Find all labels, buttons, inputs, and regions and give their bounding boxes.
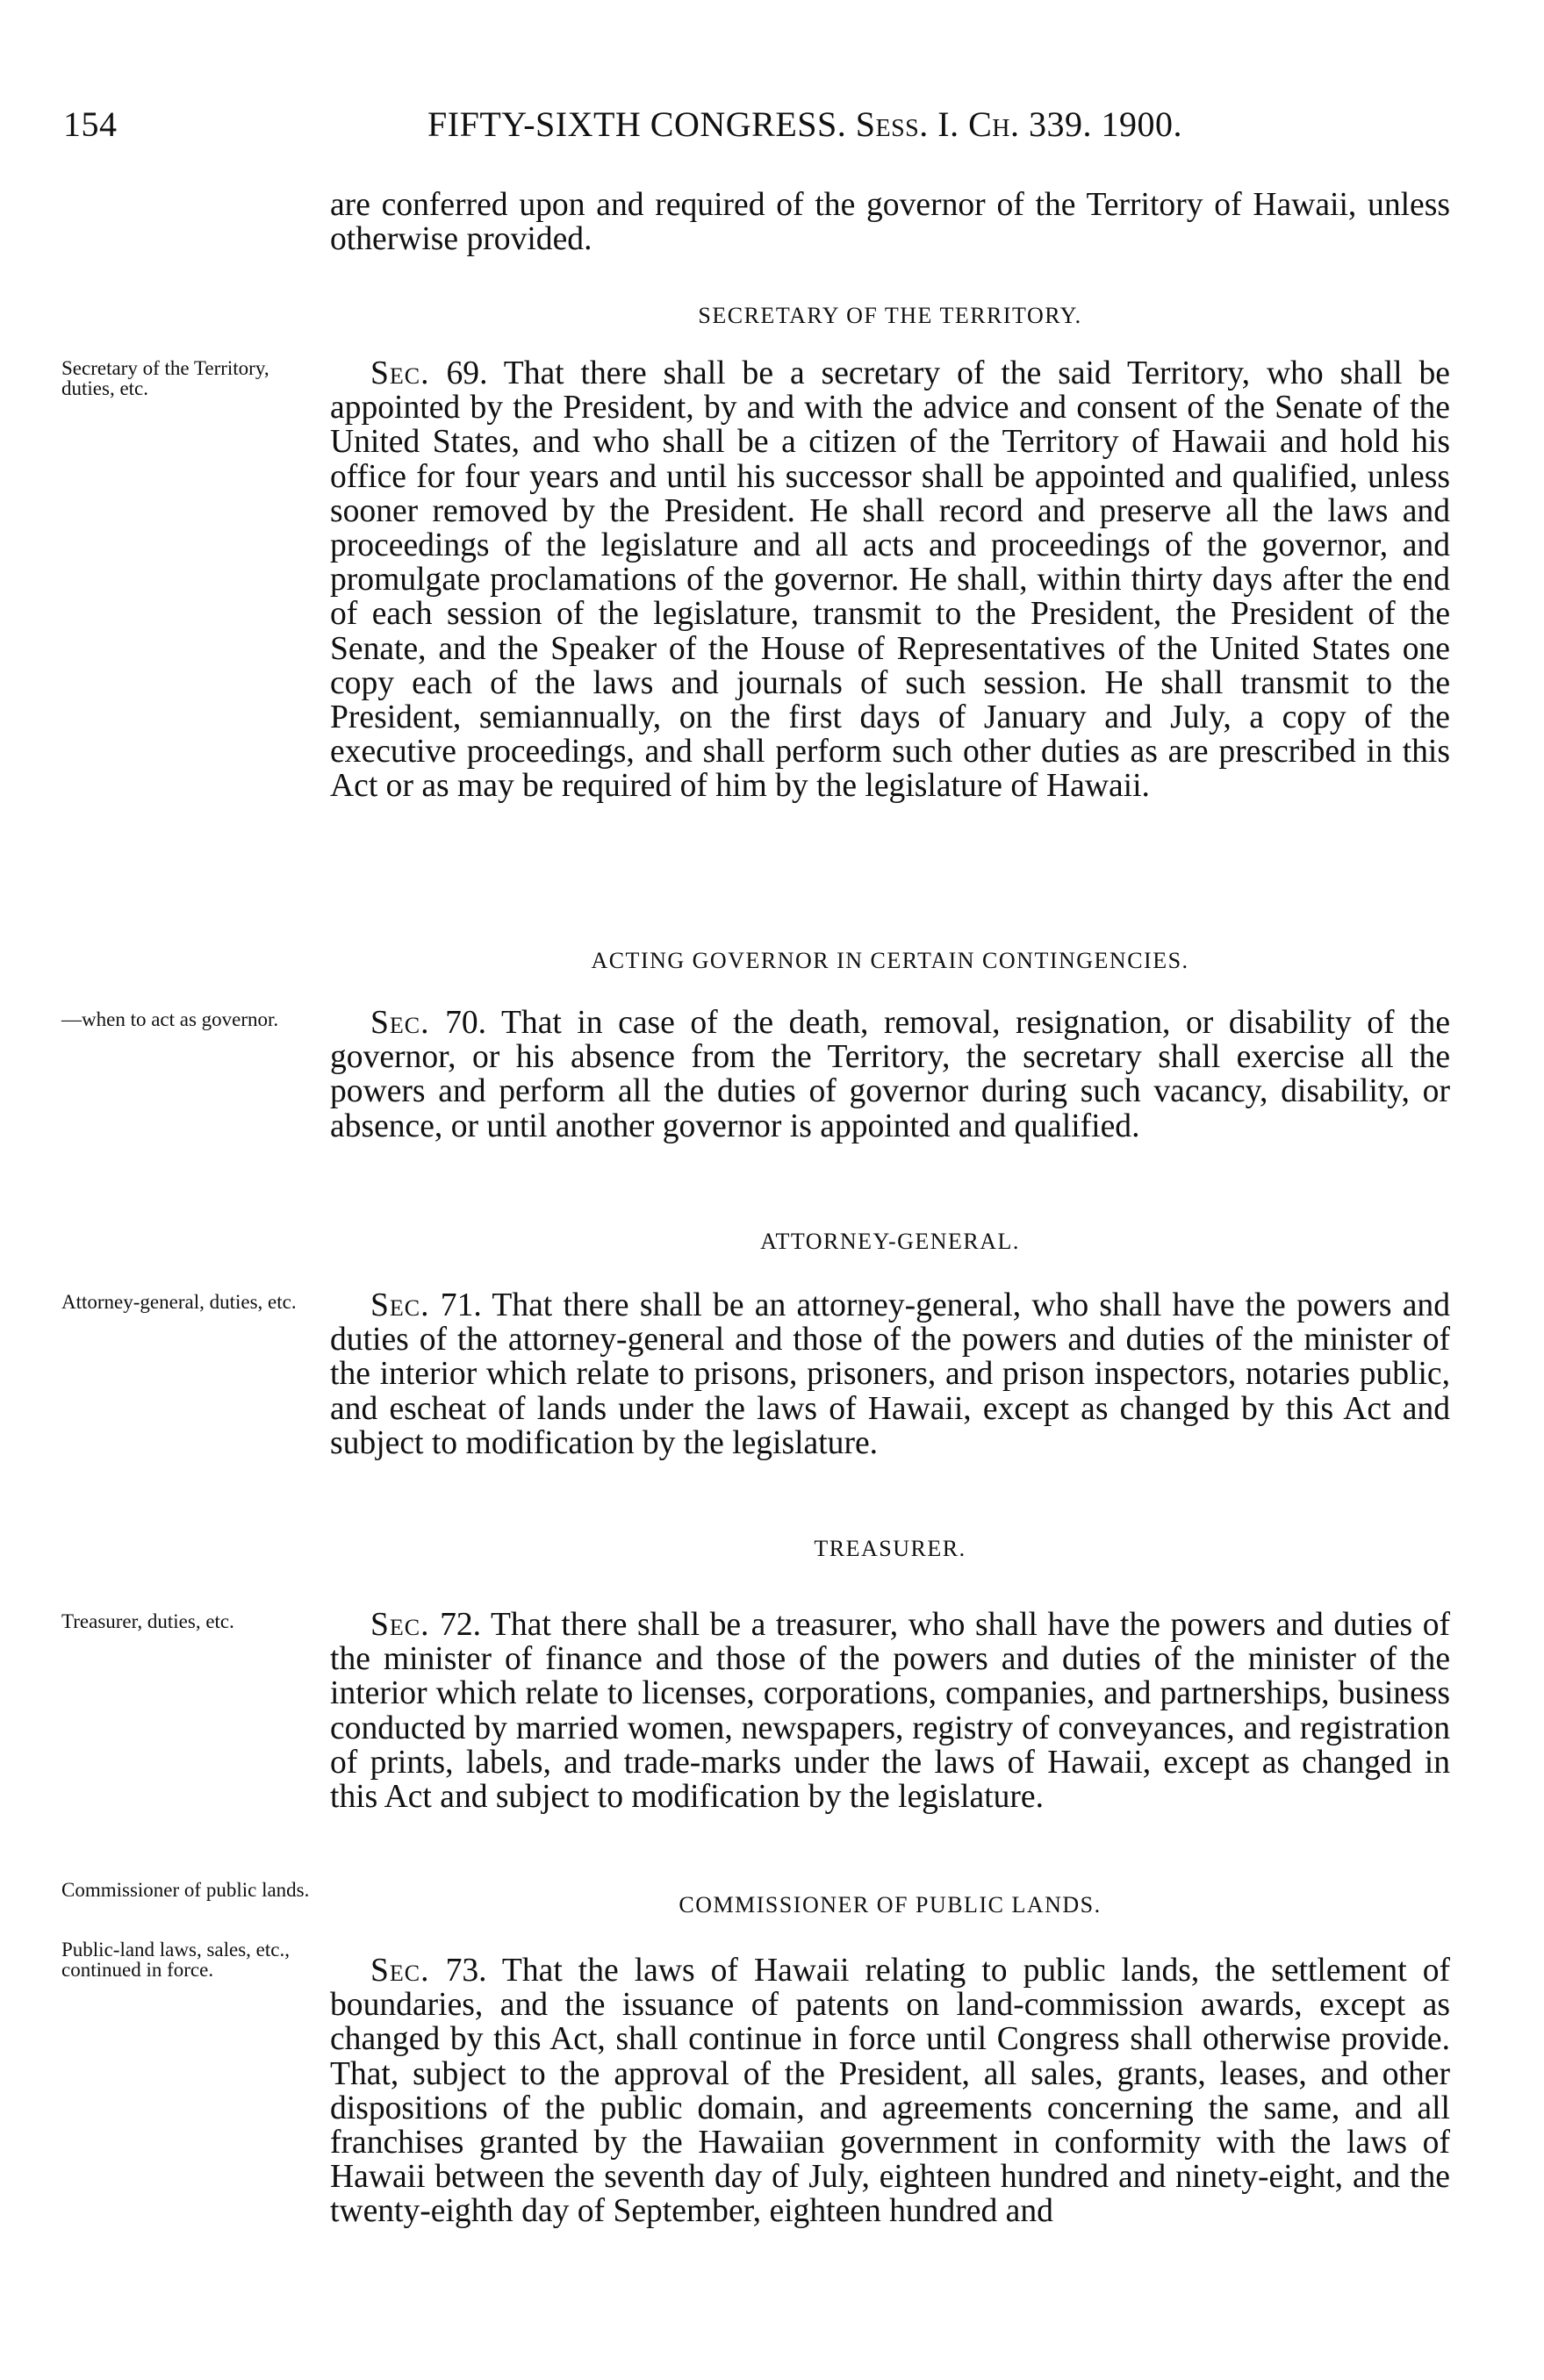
- sidenote-attorney-general: Attorney-general, duties, etc.: [61, 1291, 297, 1313]
- section-number: 70.: [445, 1005, 487, 1041]
- sidenote-treasurer: Treasurer, duties, etc.: [61, 1610, 234, 1632]
- section-text: That in case of the death, removal, resignation, or disability of the governor, or his absence from the Territory, the secretary shall exercise all the powers and perform all the duties of governor during such vacancy, disability, or absence, or until another governor is appointed and qualified.: [330, 1005, 1451, 1144]
- sidenote-acting-governor: —when to act as governor.: [61, 1008, 279, 1030]
- sidenote-commissioner: Commissioner of public lands.: [61, 1879, 310, 1901]
- section-text: That there shall be a secretary of the said Territory, who shall be appointed by the President, by and with the advice and consent of the Senate of the United States, and who shall be a citizen of the Territory of Hawaii and hold his office for four years and until his successor shall be appointed and qualified, unless sooner removed by the President. He shall record and preserve all the laws and proceedings of the legislature and all acts and proceedings of the governor, and promulgate proclamations of the governor. He shall, within thirty days after the end of each session of the legislature, transmit to the President, the President of the Senate, and the Speaker of the House of Representatives of the United States one copy each of the laws and journals of such session. He shall transmit to the President, semiannually, on the first days of January and July, a copy of the executive proceedings, and shall perform such other duties as are prescribed in this Act or as may be required of him by the legislature of Hawaii.: [330, 355, 1450, 805]
- section-72: [330, 1608, 1450, 1814]
- continuation-text: are conferred upon and required of the governor of the Territory of Hawaii, unless otherwise provided.: [330, 187, 1450, 258]
- session-label: Sess. I.: [855, 104, 959, 144]
- section-text: That there shall be an attorney-general, who shall have the powers and duties of the attorney-general and those of the powers and duties of the minister of the interior which relate to prisons, prisoners, and prison inspectors, notaries public, and escheat of lands under the laws of Hawaii, except as changed by this Act and subject to modification by the legislature.: [330, 1287, 1451, 1461]
- section-number: 72.: [440, 1607, 482, 1643]
- section-73: [330, 1953, 1450, 2229]
- chapter-label: Ch. 339.: [968, 104, 1092, 144]
- section-69: [330, 356, 1450, 804]
- section-heading-acting-governor: ACTING GOVERNOR IN CERTAIN CONTINGENCIES.: [591, 948, 1189, 973]
- section-label: Sec.: [370, 1607, 430, 1643]
- running-title: [427, 104, 1182, 145]
- section-number: 69.: [446, 355, 488, 391]
- section-heading-treasurer: TREASURER.: [814, 1536, 966, 1561]
- section-heading-secretary: SECRETARY OF THE TERRITORY.: [698, 303, 1082, 328]
- section-69-paragraph: [330, 356, 1450, 804]
- section-label: Sec.: [370, 355, 430, 391]
- section-label: Sec.: [370, 1287, 430, 1323]
- section-73-paragraph: [330, 1953, 1450, 2229]
- year-label: 1900.: [1101, 104, 1182, 144]
- page-number: 154: [63, 104, 118, 144]
- section-72-paragraph: [330, 1608, 1450, 1814]
- section-text: That the laws of Hawaii relating to public lands, the settlement of boundaries, and the issuance of patents on land-commission awards, except as changed by this Act, shall continue in force until Congress shall otherwise provide. That, subject to the approval of the President, all sales, grants, leases, and other dispositions of the public domain, and agreements concerning the same, and all franchises granted by the Hawaiian government in conformity with the laws of Hawaii between the seventh day of July, eighteen hundred and ninety-eight, and the twenty-eighth day of September, eighteen hundred and: [330, 1953, 1450, 2230]
- section-number: 73.: [445, 1953, 487, 1989]
- sidenote-public-land-laws: Public-land laws, sales, etc., continued in force.: [61, 1939, 290, 1981]
- section-number: 71.: [440, 1287, 482, 1323]
- section-71: [330, 1288, 1450, 1460]
- continuation-paragraph: [330, 188, 1450, 256]
- section-label: Sec.: [370, 1953, 430, 1989]
- sidenote-secretary: Secretary of the Territory, duties, etc.: [61, 357, 269, 399]
- section-71-paragraph: [330, 1288, 1450, 1460]
- section-70-paragraph: [330, 1006, 1450, 1143]
- section-label: Sec.: [370, 1005, 430, 1041]
- congress-label: FIFTY-SIXTH CONGRESS.: [427, 104, 847, 144]
- section-heading-public-lands: COMMISSIONER OF PUBLIC LANDS.: [679, 1892, 1102, 1918]
- section-70: [330, 1006, 1450, 1143]
- section-heading-attorney-general: ATTORNEY-GENERAL.: [760, 1229, 1020, 1254]
- section-text: That there shall be a treasurer, who shall have the powers and duties of the minister of finance and those of the powers and duties of the minister of the interior which relate to licenses, corporations, companies, and partnerships, business conducted by married women, newspapers, registry of conveyances, and registration of prints, labels, and trade-marks under the laws of Hawaii, except as changed in this Act and subject to modification by the legislature.: [330, 1607, 1451, 1816]
